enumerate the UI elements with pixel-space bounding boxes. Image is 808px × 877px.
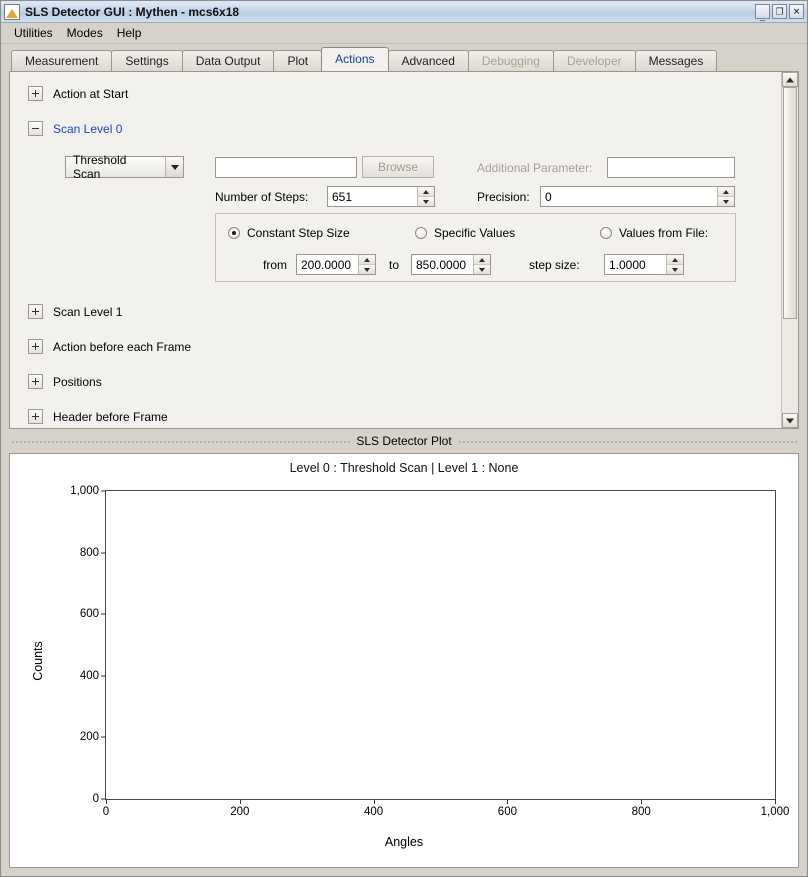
expander-label: Positions — [53, 374, 102, 389]
script-path-input[interactable] — [215, 157, 357, 178]
spin-down-icon[interactable] — [667, 264, 683, 274]
maximize-button[interactable] — [772, 4, 787, 19]
expander-label: Action before each Frame — [53, 339, 192, 354]
tab-actions[interactable]: Actions — [321, 47, 388, 71]
radio-specific-values[interactable] — [415, 226, 515, 240]
spin-down-icon[interactable] — [718, 196, 734, 206]
maximize-icon: ❐ — [775, 6, 784, 16]
radio-values-from-file[interactable] — [600, 226, 708, 240]
app-icon — [4, 4, 20, 20]
scan-mode-combo[interactable] — [65, 153, 184, 181]
radio-label: Specific Values — [434, 226, 516, 240]
actions-content — [10, 72, 781, 428]
spin-down-icon[interactable] — [418, 196, 434, 206]
actions-tab-page — [9, 71, 799, 429]
step-size-label: step size: — [529, 258, 580, 272]
radio-label: Constant Step Size — [247, 226, 350, 240]
step-size-spinbox[interactable] — [604, 254, 684, 275]
plot-title: Level 0 : Threshold Scan | Level 1 : None — [289, 461, 519, 475]
spin-up-icon[interactable] — [359, 255, 375, 264]
from-spinbox[interactable] — [296, 254, 376, 275]
spin-arrows[interactable] — [473, 255, 490, 274]
radio-label: Values from File: — [619, 226, 709, 240]
expand-plus-icon[interactable] — [28, 86, 43, 101]
spin-arrows[interactable] — [358, 255, 375, 274]
expander-scan-level-1[interactable] — [10, 303, 781, 320]
scan-mode-value: Threshold Scan — [73, 153, 127, 181]
expand-plus-icon[interactable] — [28, 409, 43, 424]
expander-positions[interactable] — [10, 373, 781, 390]
window-controls — [755, 4, 804, 19]
scroll-down-icon[interactable] — [782, 413, 798, 428]
to-label: to — [389, 258, 400, 272]
radio-icon[interactable] — [228, 227, 240, 239]
plot-splitter-label: SLS Detector Plot — [356, 434, 452, 448]
to-value: 850.0000 — [416, 257, 467, 272]
x-tick-label: 200 — [230, 806, 250, 818]
x-tick-label: 800 — [631, 806, 651, 818]
from-value: 200.0000 — [301, 257, 352, 272]
number-of-steps-value: 651 — [332, 189, 353, 204]
spin-arrows[interactable] — [717, 187, 734, 206]
browse-button[interactable]: Browse — [362, 156, 434, 178]
minimize-icon: _ — [759, 11, 766, 21]
x-tick-label: 0 — [102, 806, 110, 818]
expander-action-before-each-frame[interactable] — [10, 338, 781, 355]
menu-modes[interactable]: Modes — [66, 26, 103, 40]
scan-level-0-body — [10, 137, 781, 297]
tab-developer: Developer — [553, 50, 636, 71]
minimize-button[interactable] — [755, 4, 770, 19]
expander-action-at-start[interactable] — [10, 85, 781, 102]
spin-up-icon[interactable] — [718, 187, 734, 196]
expander-header-before-frame[interactable] — [10, 408, 781, 425]
splitter-handle-left[interactable] — [11, 439, 350, 443]
y-tick-label: 1,000 — [70, 485, 99, 497]
expand-plus-icon[interactable] — [28, 339, 43, 354]
number-of-steps-spinbox[interactable] — [327, 186, 435, 207]
close-icon: ✕ — [792, 6, 801, 16]
expander-scan-level-0[interactable] — [10, 120, 781, 137]
y-tick-label: 600 — [79, 608, 99, 621]
spin-down-icon[interactable] — [359, 264, 375, 274]
y-tick-label: 800 — [79, 546, 99, 559]
spin-up-icon[interactable] — [418, 187, 434, 196]
expander-label: Action at Start — [53, 86, 129, 101]
actions-scrollbar[interactable] — [781, 72, 798, 428]
scan-values-groupbox — [215, 213, 736, 282]
splitter-handle-right[interactable] — [458, 439, 797, 443]
spin-up-icon[interactable] — [667, 255, 683, 264]
radio-icon[interactable] — [600, 227, 612, 239]
plot-x-axis-label: Angles — [384, 835, 424, 849]
tab-messages[interactable]: Messages — [635, 50, 718, 71]
precision-value: 0 — [545, 189, 552, 204]
plot-canvas[interactable] — [70, 485, 790, 818]
spin-arrows[interactable] — [417, 187, 434, 206]
menu-utilities[interactable]: Utilities — [14, 26, 53, 40]
menu-bar — [1, 23, 807, 44]
to-spinbox[interactable] — [411, 254, 491, 275]
tab-data-output[interactable]: Data Output — [182, 50, 275, 71]
collapse-minus-icon[interactable] — [28, 121, 43, 136]
additional-parameter-input[interactable] — [607, 157, 735, 178]
plot-panel — [9, 453, 799, 868]
scrollbar-thumb[interactable] — [783, 87, 797, 319]
spin-arrows[interactable] — [666, 255, 683, 274]
title-bar — [1, 1, 807, 23]
from-label: from — [263, 258, 287, 272]
close-button[interactable] — [789, 4, 804, 19]
scroll-up-icon[interactable] — [782, 72, 798, 87]
tab-plot[interactable]: Plot — [273, 50, 322, 71]
spin-down-icon[interactable] — [474, 264, 490, 274]
radio-icon[interactable] — [415, 227, 427, 239]
precision-spinbox[interactable] — [540, 186, 735, 207]
step-size-value: 1.0000 — [609, 257, 646, 272]
radio-constant-step-size[interactable] — [228, 226, 350, 240]
expander-label: Scan Level 0 — [53, 121, 123, 136]
precision-label: Precision: — [477, 190, 530, 204]
tab-measurement[interactable]: Measurement — [11, 50, 112, 71]
expander-label: Header before Frame — [53, 409, 168, 424]
tab-debugging: Debugging — [468, 50, 554, 71]
tab-advanced[interactable]: Advanced — [388, 50, 469, 71]
number-of-steps-label: Number of Steps: — [215, 190, 309, 204]
spin-up-icon[interactable] — [474, 255, 490, 264]
chevron-down-icon[interactable] — [165, 157, 183, 177]
expander-label: Scan Level 1 — [53, 304, 123, 319]
additional-parameter-label: Additional Parameter: — [477, 161, 593, 175]
expand-plus-icon[interactable] — [28, 304, 43, 319]
tab-bar — [1, 44, 807, 71]
window-title: SLS Detector GUI : Mythen - mcs6x18 — [25, 4, 240, 19]
expand-plus-icon[interactable] — [28, 374, 43, 389]
y-tick-label: 200 — [79, 731, 99, 744]
y-tick-label: 400 — [79, 669, 99, 682]
scrollbar-track[interactable] — [782, 87, 798, 413]
y-tick-label: 0 — [92, 793, 99, 805]
x-tick-label: 400 — [364, 806, 384, 818]
tab-settings[interactable]: Settings — [111, 50, 182, 71]
x-tick-label: 600 — [497, 806, 517, 818]
menu-help[interactable]: Help — [116, 26, 142, 40]
x-tick-label: 1,000 — [760, 806, 790, 818]
plot-splitter[interactable] — [1, 429, 807, 453]
plot-y-axis-label: Counts — [31, 640, 45, 681]
